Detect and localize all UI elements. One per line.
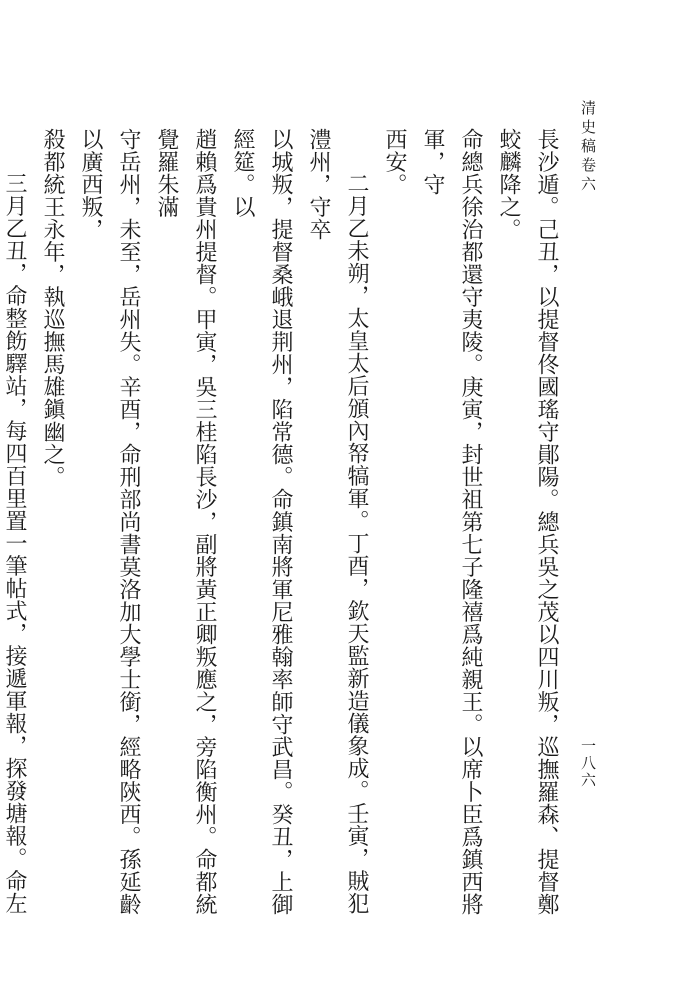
- text-column: 守岳州，未至，岳州失。辛酉，命刑部尚書莫洛加大學士銜，經略陝西。孫延齡以廣西叛，: [78, 128, 141, 916]
- vertical-text-body: [2, 128, 565, 928]
- page-number: 一八六: [579, 738, 597, 789]
- text-column: 趙賴爲貴州提督。甲寅，吳三桂陷長沙，副將黃正卿叛應之，旁陷衡州。命都統覺羅朱滿: [154, 128, 217, 916]
- running-header-title: 清史稿卷六: [579, 100, 597, 195]
- text-column: 二月乙未朔，太皇太后頒內帑犒軍。丁酉，欽天監新造儀象成。壬寅，賊犯澧州，守卒: [306, 128, 369, 915]
- text-column: 命總兵徐治都還守夷陵。庚寅，封世祖第七子隆禧爲純親王。以席卜臣爲鎮西將軍，守: [420, 128, 483, 916]
- text-column: 以城叛，提督桑峨退荆州，陷常德。命鎮南將軍尼雅翰率師守武昌。癸丑，上御經筵。以: [230, 128, 293, 916]
- text-column: 西安。: [382, 128, 407, 196]
- text-column: 殺都統王永年，執巡撫馬雄鎭幽之。: [40, 128, 65, 488]
- text-column: 長沙遁。己丑，以提督佟國瑤守鄖陽。總兵吳之茂以四川叛，巡撫羅森、提督鄭蛟麟降之。: [496, 128, 559, 916]
- text-column: 三月乙丑，命整飭驛站，每四百里置一筆帖式，接遞軍報，探發塘報。命左: [2, 172, 27, 915]
